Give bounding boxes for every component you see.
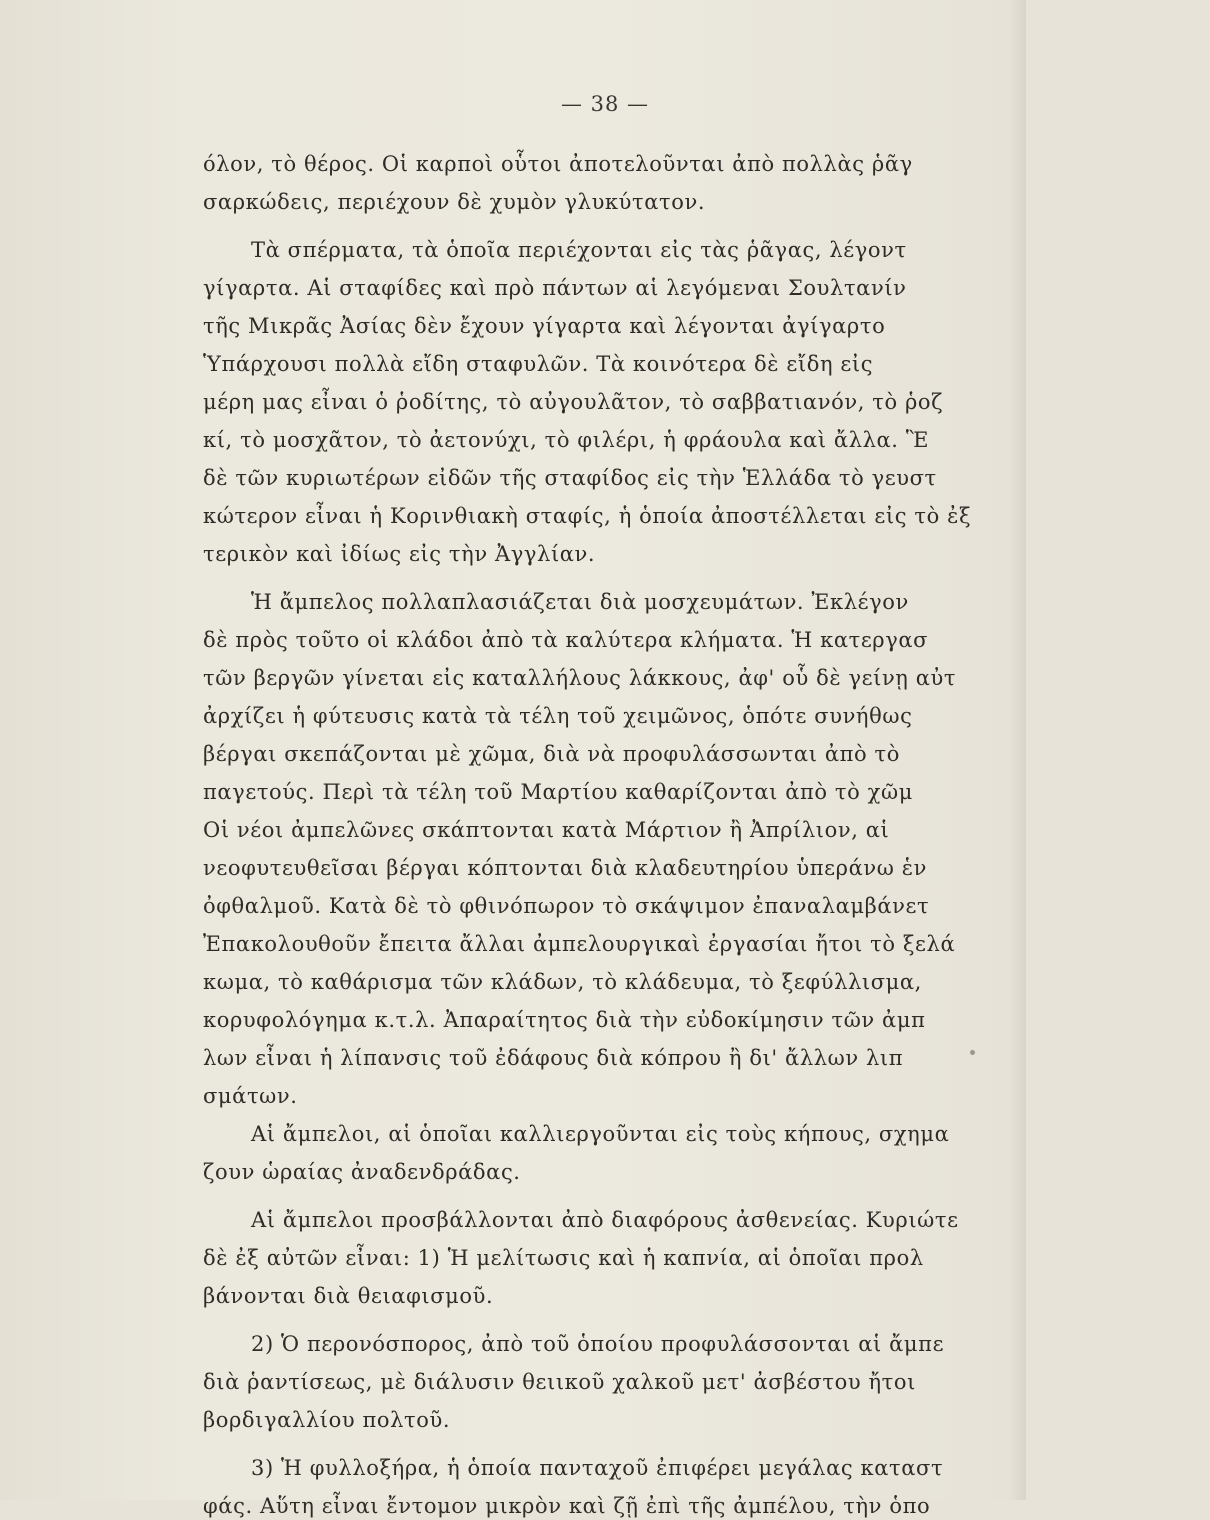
text-line: διὰ ῥαντίσεως, μὲ διάλυσιν θειικοῦ χαλκοῦ μετ' ἀσβέστου ἤτοι	[203, 1370, 916, 1394]
ink-speck	[970, 1050, 975, 1055]
paragraph-start: Ἡ ἄμπελος πολλαπλασιάζεται διὰ μοσχευμάτων. Ἐκλέγον	[251, 590, 909, 614]
text-line: βάνονται διὰ θειαφισμοῦ.	[203, 1284, 494, 1308]
paragraph-start: 2) Ὁ περονόσπορος, ἀπὸ τοῦ ὁποίου προφυλάσσονται αἱ ἄμπε	[251, 1332, 945, 1356]
text-line: σμάτων.	[203, 1084, 298, 1108]
text-line: βορδιγαλλίου πολτοῦ.	[203, 1408, 451, 1432]
text-line: δὲ ἐξ αὐτῶν εἶναι: 1) Ἡ μελίτωσις καὶ ἡ καπνία, αἱ ὁποῖαι προλ	[203, 1246, 924, 1270]
page-edge-shadow	[1008, 0, 1026, 1500]
text-line: τῶν βεργῶν γίνεται εἰς καταλλήλους λάκκους, ἀφ' οὗ δὲ γείνῃ αὐτ	[203, 666, 957, 690]
text-line: κώτερον εἶναι ἡ Κορινθιακὴ σταφίς, ἡ ὁποία ἀποστέλλεται εἰς τὸ ἐξ	[203, 504, 972, 528]
text-line: δὲ τῶν κυριωτέρων εἰδῶν τῆς σταφίδος εἰς τὴν Ἑλλάδα τὸ γευστ	[203, 466, 937, 490]
page-number: — 38 —	[560, 92, 650, 116]
text-line: Ἐπακολουθοῦν ἔπειτα ἄλλαι ἀμπελουργικαὶ ἐργασίαι ἤτοι τὸ ξελά	[203, 932, 956, 956]
paragraph-start: 3) Ἡ φυλλοξήρα, ἡ ὁποία πανταχοῦ ἐπιφέρει μεγάλας καταστ	[251, 1456, 944, 1480]
paragraph-start: Τὰ σπέρματα, τὰ ὁποῖα περιέχονται εἰς τὰς ῥᾶγας, λέγοντ	[251, 238, 907, 262]
text-line: όλον, τὸ θέρος. Οἱ καρποὶ οὗτοι ἀποτελοῦνται ἀπὸ πολλὰς ῥᾶγ	[203, 152, 913, 176]
text-line: κωμα, τὸ καθάρισμα τῶν κλάδων, τὸ κλάδευμα, τὸ ξεφύλλισμα,	[203, 970, 922, 994]
text-line: νεοφυτευθεῖσαι βέργαι κόπτονται διὰ κλαδευτηρίου ὑπεράνω ἑν	[203, 856, 927, 880]
text-line: μέρη μας εἶναι ὁ ῥοδίτης, τὸ αὐγουλᾶτον, τὸ σαββατιανόν, τὸ ῥοζ	[203, 390, 944, 414]
text-line: Οἱ νέοι ἀμπελῶνες σκάπτονται κατὰ Μάρτιον ἢ Ἀπρίλιον, αἱ	[203, 818, 890, 842]
paragraph-start: Ὑπάρχουσι πολλὰ εἴδη σταφυλῶν. Τὰ κοινότερα δὲ εἴδη εἰς	[203, 352, 874, 376]
text-line: φάς. Αὕτη εἶναι ἔντομον μικρὸν καὶ ζῇ ἐπὶ τῆς ἀμπέλου, τὴν ὁπο	[203, 1494, 931, 1518]
text-line: τῆς Μικρᾶς Ἀσίας δὲν ἔχουν γίγαρτα καὶ λέγονται ἀγίγαρτο	[203, 314, 886, 338]
text-line: ἀρχίζει ἡ φύτευσις κατὰ τὰ τέλη τοῦ χειμῶνος, ὁπότε συνήθως	[203, 704, 913, 728]
text-line: παγετούς. Περὶ τὰ τέλη τοῦ Μαρτίου καθαρίζονται ἀπὸ τὸ χῶμ	[203, 780, 913, 804]
text-line: δὲ πρὸς τοῦτο οἱ κλάδοι ἀπὸ τὰ καλύτερα κλήματα. Ἡ κατεργασ	[203, 628, 929, 652]
text-line: λων εἶναι ἡ λίπανσις τοῦ ἐδάφους διὰ κόπρου ἢ δι' ἄλλων λιπ	[203, 1046, 904, 1070]
text-line: βέργαι σκεπάζονται μὲ χῶμα, διὰ νὰ προφυλάσσωνται ἀπὸ τὸ	[203, 742, 900, 766]
text-line: ὀφθαλμοῦ. Κατὰ δὲ τὸ φθινόπωρον τὸ σκάψιμον ἐπαναλαμβάνετ	[203, 894, 930, 918]
text-line: κί, τὸ μοσχᾶτον, τὸ ἀετονύχι, τὸ φιλέρι, ἡ φράουλα καὶ ἄλλα. Ἓ	[203, 428, 930, 452]
text-line: κορυφολόγημα κ.τ.λ. Ἀπαραίτητος διὰ τὴν εὐδοκίμησιν τῶν ἀμπ	[203, 1008, 926, 1032]
paragraph-start: Αἱ ἄμπελοι προσβάλλονται ἀπὸ διαφόρους ἀσθενείας. Κυριώτε	[251, 1208, 959, 1232]
text-line: τερικὸν καὶ ἰδίως εἰς τὴν Ἀγγλίαν.	[203, 542, 596, 566]
paragraph-start: Αἱ ἄμπελοι, αἱ ὁποῖαι καλλιεργοῦνται εἰς τοὺς κήπους, σχημα	[251, 1122, 950, 1146]
text-line: σαρκώδεις, περιέχουν δὲ χυμὸν γλυκύτατον.	[203, 190, 706, 214]
text-line: γίγαρτα. Αἱ σταφίδες καὶ πρὸ πάντων αἱ λεγόμεναι Σουλτανίν	[203, 276, 907, 300]
text-line: ζουν ὡραίας ἀναδενδράδας.	[203, 1160, 521, 1184]
